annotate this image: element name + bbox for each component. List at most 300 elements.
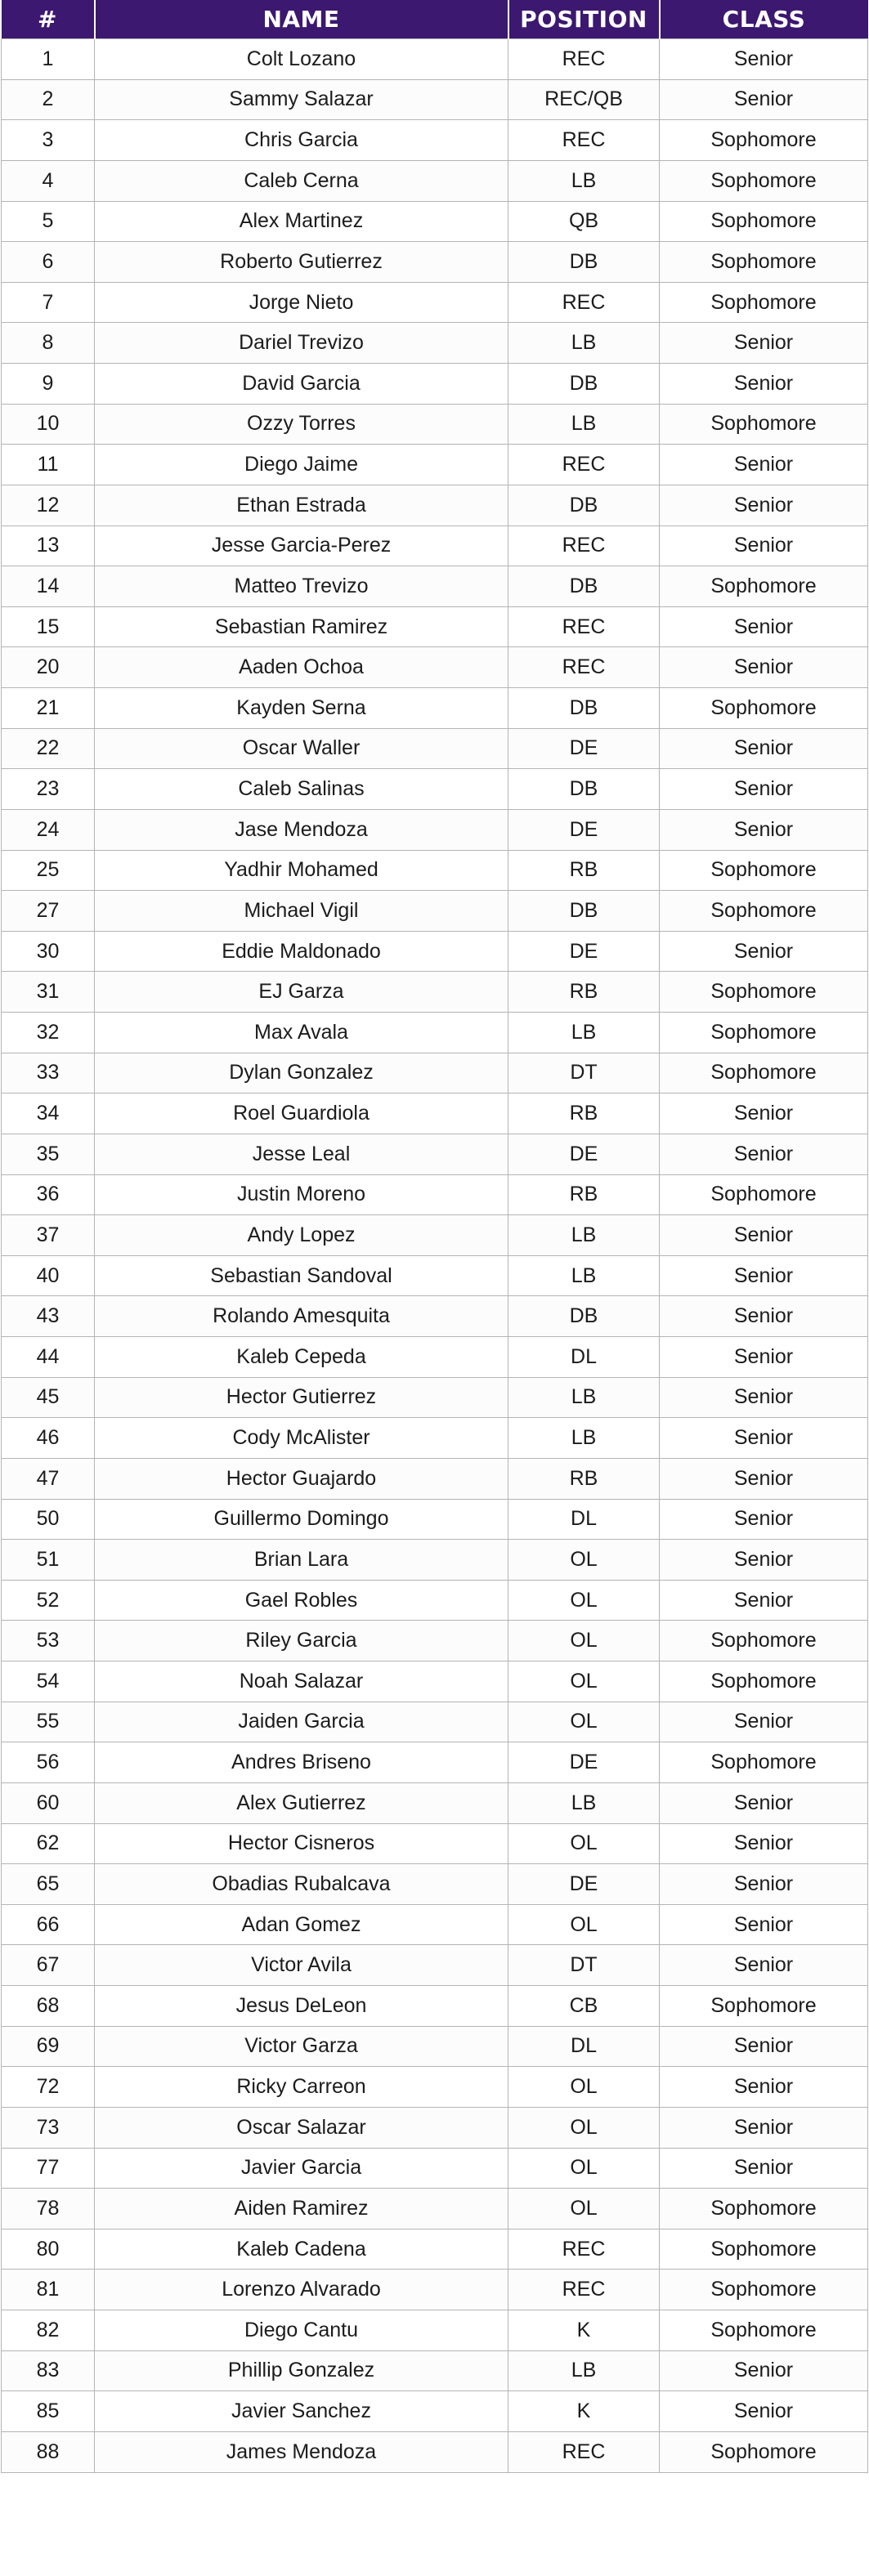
- table-row: [2, 39, 868, 80]
- player-name: EJ Garza: [95, 972, 508, 1013]
- player-class: Senior: [660, 606, 868, 647]
- player-class: Sophomore: [660, 1013, 868, 1053]
- player-name: Noah Salazar: [95, 1661, 508, 1702]
- player-name: Jesse Leal: [95, 1134, 508, 1174]
- player-position: K: [508, 2310, 660, 2351]
- player-number: 21: [2, 688, 95, 729]
- player-name: Eddie Maldonado: [95, 931, 508, 972]
- player-name: Riley Garcia: [95, 1621, 508, 1661]
- player-number: 34: [2, 1093, 95, 1134]
- player-class: Senior: [660, 1296, 868, 1337]
- player-class: Sophomore: [660, 972, 868, 1013]
- table-row: [2, 1621, 868, 1661]
- player-position: DB: [508, 364, 660, 405]
- player-name: Brian Lara: [95, 1540, 508, 1581]
- table-row: [2, 1215, 868, 1256]
- table-row: [2, 1580, 868, 1621]
- player-position: OL: [508, 2148, 660, 2189]
- table-row: [2, 1174, 868, 1215]
- player-number: 69: [2, 2026, 95, 2067]
- table-row: [2, 201, 868, 242]
- table-row: [2, 2067, 868, 2108]
- player-name: Max Avala: [95, 1013, 508, 1053]
- player-name: Kayden Serna: [95, 688, 508, 729]
- player-position: OL: [508, 1702, 660, 1742]
- player-number: 1: [2, 39, 95, 80]
- player-position: LB: [508, 1377, 660, 1418]
- player-class: Senior: [660, 79, 868, 120]
- player-position: LB: [508, 404, 660, 445]
- player-number: 46: [2, 1418, 95, 1459]
- player-position: OL: [508, 1904, 660, 1945]
- table-row: [2, 1864, 868, 1905]
- player-position: DT: [508, 1945, 660, 1986]
- player-class: Senior: [660, 39, 868, 80]
- player-name: James Mendoza: [95, 2431, 508, 2472]
- player-name: Kaleb Cadena: [95, 2229, 508, 2270]
- table-row: [2, 769, 868, 810]
- table-row: [2, 1823, 868, 1864]
- player-name: Jase Mendoza: [95, 809, 508, 850]
- player-position: OL: [508, 1661, 660, 1702]
- table-row: [2, 2148, 868, 2189]
- player-position: OL: [508, 2189, 660, 2229]
- table-row: [2, 1661, 868, 1702]
- player-number: 53: [2, 1621, 95, 1661]
- table-row: [2, 566, 868, 607]
- player-number: 73: [2, 2107, 95, 2148]
- player-position: REC: [508, 525, 660, 566]
- player-class: Senior: [660, 1337, 868, 1378]
- table-row: [2, 160, 868, 201]
- player-class: Senior: [660, 1782, 868, 1823]
- player-position: QB: [508, 201, 660, 242]
- table-row: [2, 1499, 868, 1540]
- table-row: [2, 2107, 868, 2148]
- player-class: Senior: [660, 1580, 868, 1621]
- player-number: 36: [2, 1174, 95, 1215]
- player-number: 6: [2, 242, 95, 283]
- player-number: 30: [2, 931, 95, 972]
- player-class: Senior: [660, 364, 868, 405]
- player-class: Sophomore: [660, 2189, 868, 2229]
- player-position: OL: [508, 1580, 660, 1621]
- table-row: [2, 2310, 868, 2351]
- table-row: [2, 647, 868, 688]
- player-name: Hector Guajardo: [95, 1458, 508, 1499]
- player-number: 54: [2, 1661, 95, 1702]
- player-position: OL: [508, 1621, 660, 1661]
- player-name: Javier Garcia: [95, 2148, 508, 2189]
- table-row: [2, 364, 868, 405]
- player-name: Oscar Salazar: [95, 2107, 508, 2148]
- table-row: [2, 728, 868, 769]
- player-class: Senior: [660, 931, 868, 972]
- player-position: DB: [508, 485, 660, 525]
- player-class: Sophomore: [660, 1174, 868, 1215]
- player-class: Senior: [660, 525, 868, 566]
- header-position: POSITION: [508, 0, 660, 39]
- table-row: [2, 120, 868, 161]
- player-name: Diego Cantu: [95, 2310, 508, 2351]
- player-position: DL: [508, 2026, 660, 2067]
- table-row: [2, 606, 868, 647]
- player-number: 2: [2, 79, 95, 120]
- player-number: 27: [2, 891, 95, 932]
- player-name: Sebastian Ramirez: [95, 606, 508, 647]
- player-class: Senior: [660, 2350, 868, 2391]
- table-row: [2, 1013, 868, 1053]
- player-position: DB: [508, 891, 660, 932]
- player-name: Andres Briseno: [95, 1742, 508, 1783]
- player-position: LB: [508, 1418, 660, 1459]
- player-position: OL: [508, 2107, 660, 2148]
- player-number: 81: [2, 2270, 95, 2310]
- table-row: [2, 972, 868, 1013]
- player-position: CB: [508, 1986, 660, 2027]
- player-name: Andy Lopez: [95, 1215, 508, 1256]
- player-class: Senior: [660, 485, 868, 525]
- player-number: 32: [2, 1013, 95, 1053]
- player-name: Kaleb Cepeda: [95, 1337, 508, 1378]
- player-position: LB: [508, 2350, 660, 2391]
- table-row: [2, 1255, 868, 1296]
- player-position: OL: [508, 1823, 660, 1864]
- player-position: RB: [508, 1458, 660, 1499]
- player-class: Sophomore: [660, 120, 868, 161]
- player-class: Senior: [660, 2067, 868, 2108]
- player-number: 7: [2, 282, 95, 323]
- player-name: Jesse Garcia-Perez: [95, 525, 508, 566]
- player-name: Ethan Estrada: [95, 485, 508, 525]
- player-class: Senior: [660, 2148, 868, 2189]
- header-number: #: [2, 0, 95, 39]
- player-name: Sammy Salazar: [95, 79, 508, 120]
- player-position: DE: [508, 1864, 660, 1905]
- player-name: Dylan Gonzalez: [95, 1053, 508, 1093]
- player-number: 33: [2, 1053, 95, 1093]
- player-number: 50: [2, 1499, 95, 1540]
- player-name: Jaiden Garcia: [95, 1702, 508, 1742]
- player-class: Sophomore: [660, 282, 868, 323]
- player-position: RB: [508, 1174, 660, 1215]
- player-number: 52: [2, 1580, 95, 1621]
- player-class: Senior: [660, 1540, 868, 1581]
- player-class: Senior: [660, 323, 868, 364]
- table-row: [2, 2189, 868, 2229]
- player-name: Oscar Waller: [95, 728, 508, 769]
- player-number: 23: [2, 769, 95, 810]
- player-position: DL: [508, 1337, 660, 1378]
- player-number: 65: [2, 1864, 95, 1905]
- roster-body: [2, 39, 868, 2473]
- player-name: Caleb Salinas: [95, 769, 508, 810]
- header-class: CLASS: [660, 0, 868, 39]
- player-class: Senior: [660, 2026, 868, 2067]
- table-row: [2, 1377, 868, 1418]
- player-name: Ozzy Torres: [95, 404, 508, 445]
- roster-header: [2, 0, 868, 39]
- player-number: 25: [2, 850, 95, 891]
- player-class: Sophomore: [660, 404, 868, 445]
- player-name: Gael Robles: [95, 1580, 508, 1621]
- player-class: Senior: [660, 1702, 868, 1742]
- player-position: LB: [508, 1215, 660, 1256]
- table-row: [2, 323, 868, 364]
- player-class: Senior: [660, 1864, 868, 1905]
- player-name: Chris Garcia: [95, 120, 508, 161]
- player-class: Senior: [660, 445, 868, 485]
- player-class: Senior: [660, 1418, 868, 1459]
- player-number: 43: [2, 1296, 95, 1337]
- table-row: [2, 79, 868, 120]
- player-class: Senior: [660, 1823, 868, 1864]
- player-number: 85: [2, 2391, 95, 2432]
- header-row: [2, 0, 868, 39]
- player-position: LB: [508, 160, 660, 201]
- player-class: Sophomore: [660, 688, 868, 729]
- player-number: 62: [2, 1823, 95, 1864]
- player-class: Sophomore: [660, 160, 868, 201]
- player-class: Senior: [660, 728, 868, 769]
- player-class: Sophomore: [660, 2270, 868, 2310]
- player-class: Sophomore: [660, 850, 868, 891]
- table-row: [2, 2350, 868, 2391]
- player-name: Lorenzo Alvarado: [95, 2270, 508, 2310]
- player-position: REC: [508, 282, 660, 323]
- player-number: 83: [2, 2350, 95, 2391]
- player-number: 4: [2, 160, 95, 201]
- table-row: [2, 688, 868, 729]
- table-row: [2, 2229, 868, 2270]
- player-class: Senior: [660, 1215, 868, 1256]
- player-name: Alex Gutierrez: [95, 1782, 508, 1823]
- table-row: [2, 1458, 868, 1499]
- player-class: Senior: [660, 1945, 868, 1986]
- player-class: Sophomore: [660, 242, 868, 283]
- player-name: Rolando Amesquita: [95, 1296, 508, 1337]
- player-position: RB: [508, 850, 660, 891]
- player-class: Sophomore: [660, 1986, 868, 2027]
- table-row: [2, 809, 868, 850]
- player-position: DE: [508, 931, 660, 972]
- player-number: 9: [2, 364, 95, 405]
- player-name: Michael Vigil: [95, 891, 508, 932]
- table-row: [2, 850, 868, 891]
- player-name: Obadias Rubalcava: [95, 1864, 508, 1905]
- player-position: RB: [508, 972, 660, 1013]
- player-position: K: [508, 2391, 660, 2432]
- player-number: 60: [2, 1782, 95, 1823]
- player-name: Aaden Ochoa: [95, 647, 508, 688]
- player-name: David Garcia: [95, 364, 508, 405]
- table-row: [2, 445, 868, 485]
- player-position: REC: [508, 39, 660, 80]
- player-position: DT: [508, 1053, 660, 1093]
- table-row: [2, 1093, 868, 1134]
- player-name: Matteo Trevizo: [95, 566, 508, 607]
- player-position: DB: [508, 769, 660, 810]
- table-row: [2, 1782, 868, 1823]
- player-number: 88: [2, 2431, 95, 2472]
- player-name: Ricky Carreon: [95, 2067, 508, 2108]
- player-name: Jesus DeLeon: [95, 1986, 508, 2027]
- player-number: 8: [2, 323, 95, 364]
- table-row: [2, 2391, 868, 2432]
- player-class: Senior: [660, 1499, 868, 1540]
- player-position: REC: [508, 2431, 660, 2472]
- player-number: 31: [2, 972, 95, 1013]
- player-position: DB: [508, 242, 660, 283]
- player-position: REC: [508, 120, 660, 161]
- player-class: Sophomore: [660, 1742, 868, 1783]
- player-position: REC/QB: [508, 79, 660, 120]
- player-position: DB: [508, 566, 660, 607]
- player-number: 44: [2, 1337, 95, 1378]
- player-number: 55: [2, 1702, 95, 1742]
- player-number: 68: [2, 1986, 95, 2027]
- table-row: [2, 1296, 868, 1337]
- player-position: REC: [508, 2229, 660, 2270]
- player-name: Hector Gutierrez: [95, 1377, 508, 1418]
- table-row: [2, 2431, 868, 2472]
- table-row: [2, 1904, 868, 1945]
- player-position: OL: [508, 2067, 660, 2108]
- player-name: Guillermo Domingo: [95, 1499, 508, 1540]
- player-position: REC: [508, 445, 660, 485]
- player-position: LB: [508, 323, 660, 364]
- player-class: Senior: [660, 1134, 868, 1174]
- player-position: LB: [508, 1782, 660, 1823]
- player-number: 24: [2, 809, 95, 850]
- player-number: 78: [2, 2189, 95, 2229]
- player-name: Roberto Gutierrez: [95, 242, 508, 283]
- player-class: Senior: [660, 809, 868, 850]
- player-number: 40: [2, 1255, 95, 1296]
- player-number: 13: [2, 525, 95, 566]
- player-position: REC: [508, 647, 660, 688]
- player-number: 37: [2, 1215, 95, 1256]
- player-name: Justin Moreno: [95, 1174, 508, 1215]
- player-position: DB: [508, 1296, 660, 1337]
- player-class: Sophomore: [660, 1661, 868, 1702]
- player-class: Senior: [660, 1377, 868, 1418]
- player-class: Sophomore: [660, 2229, 868, 2270]
- table-row: [2, 1945, 868, 1986]
- player-position: OL: [508, 1540, 660, 1581]
- player-number: 66: [2, 1904, 95, 1945]
- roster-table: [1, 0, 868, 2473]
- player-class: Senior: [660, 1458, 868, 1499]
- player-class: Sophomore: [660, 2310, 868, 2351]
- table-row: [2, 1337, 868, 1378]
- player-name: Caleb Cerna: [95, 160, 508, 201]
- player-position: DB: [508, 688, 660, 729]
- player-class: Sophomore: [660, 1053, 868, 1093]
- player-number: 56: [2, 1742, 95, 1783]
- player-number: 20: [2, 647, 95, 688]
- player-number: 11: [2, 445, 95, 485]
- player-number: 51: [2, 1540, 95, 1581]
- player-number: 35: [2, 1134, 95, 1174]
- player-name: Adan Gomez: [95, 1904, 508, 1945]
- table-row: [2, 931, 868, 972]
- player-name: Sebastian Sandoval: [95, 1255, 508, 1296]
- table-row: [2, 525, 868, 566]
- player-name: Alex Martinez: [95, 201, 508, 242]
- player-name: Victor Garza: [95, 2026, 508, 2067]
- player-class: Senior: [660, 647, 868, 688]
- table-row: [2, 1053, 868, 1093]
- player-number: 22: [2, 728, 95, 769]
- table-row: [2, 1986, 868, 2027]
- player-class: Senior: [660, 2391, 868, 2432]
- player-class: Sophomore: [660, 201, 868, 242]
- player-name: Colt Lozano: [95, 39, 508, 80]
- table-row: [2, 1418, 868, 1459]
- player-position: DL: [508, 1499, 660, 1540]
- table-row: [2, 1540, 868, 1581]
- player-position: DE: [508, 728, 660, 769]
- player-class: Sophomore: [660, 566, 868, 607]
- player-position: REC: [508, 606, 660, 647]
- player-position: DE: [508, 1742, 660, 1783]
- player-position: DE: [508, 1134, 660, 1174]
- player-position: LB: [508, 1255, 660, 1296]
- player-position: REC: [508, 2270, 660, 2310]
- player-name: Yadhir Mohamed: [95, 850, 508, 891]
- player-number: 47: [2, 1458, 95, 1499]
- table-row: [2, 1742, 868, 1783]
- player-name: Hector Cisneros: [95, 1823, 508, 1864]
- player-number: 15: [2, 606, 95, 647]
- player-number: 10: [2, 404, 95, 445]
- player-class: Senior: [660, 1093, 868, 1134]
- player-class: Senior: [660, 2107, 868, 2148]
- table-row: [2, 2026, 868, 2067]
- player-class: Sophomore: [660, 1621, 868, 1661]
- player-name: Diego Jaime: [95, 445, 508, 485]
- player-number: 3: [2, 120, 95, 161]
- player-name: Javier Sanchez: [95, 2391, 508, 2432]
- player-name: Roel Guardiola: [95, 1093, 508, 1134]
- player-number: 80: [2, 2229, 95, 2270]
- player-number: 82: [2, 2310, 95, 2351]
- player-class: Senior: [660, 1255, 868, 1296]
- table-row: [2, 282, 868, 323]
- player-name: Jorge Nieto: [95, 282, 508, 323]
- player-class: Senior: [660, 1904, 868, 1945]
- table-row: [2, 404, 868, 445]
- player-name: Victor Avila: [95, 1945, 508, 1986]
- player-position: RB: [508, 1093, 660, 1134]
- player-number: 45: [2, 1377, 95, 1418]
- player-position: LB: [508, 1013, 660, 1053]
- table-row: [2, 1702, 868, 1742]
- table-row: [2, 242, 868, 283]
- player-number: 67: [2, 1945, 95, 1986]
- table-row: [2, 485, 868, 525]
- player-number: 14: [2, 566, 95, 607]
- player-number: 77: [2, 2148, 95, 2189]
- player-class: Senior: [660, 769, 868, 810]
- table-row: [2, 891, 868, 932]
- player-name: Cody McAlister: [95, 1418, 508, 1459]
- player-name: Phillip Gonzalez: [95, 2350, 508, 2391]
- player-number: 72: [2, 2067, 95, 2108]
- player-class: Sophomore: [660, 2431, 868, 2472]
- player-number: 5: [2, 201, 95, 242]
